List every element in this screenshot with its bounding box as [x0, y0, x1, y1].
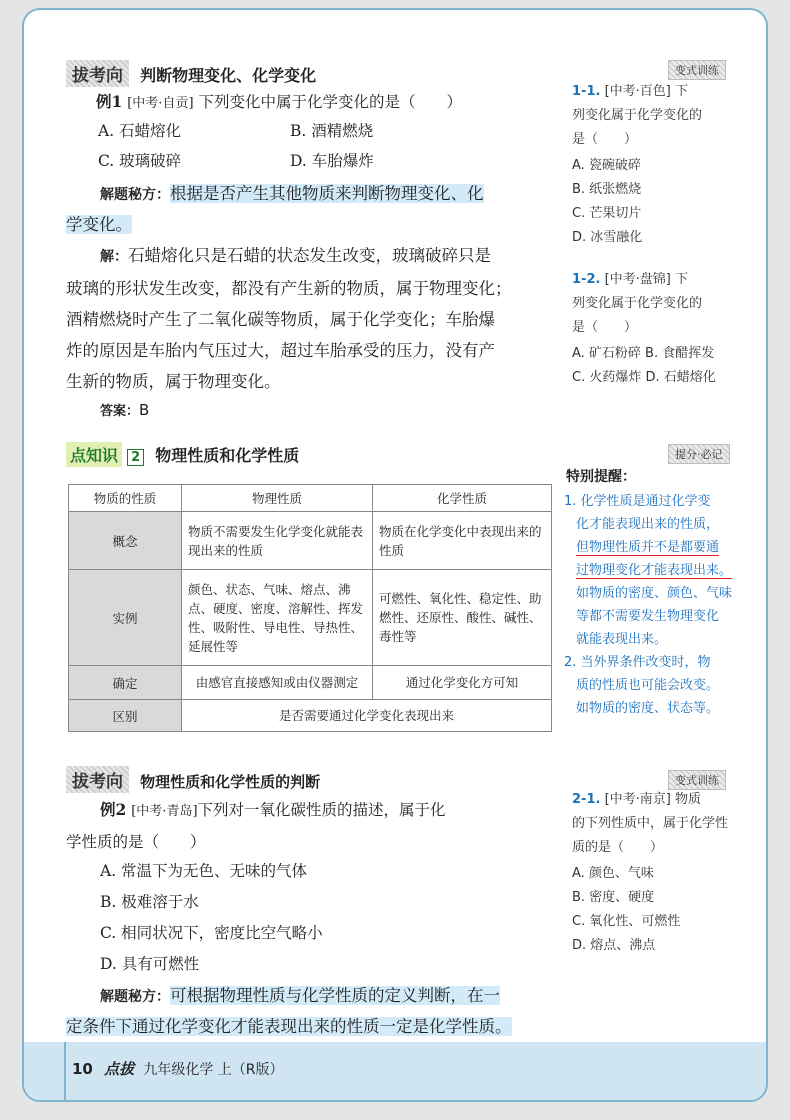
tip2-text-1: 可根据物理性质与化学性质的定义判断，在一 — [170, 986, 500, 1005]
drill2-tag: 变式训练 — [668, 770, 726, 790]
drill1-1-option: A. 瓷碗破碎 — [572, 158, 641, 173]
drill1-1 — [572, 80, 752, 250]
answer1-label: 答案： — [100, 404, 140, 419]
sol1-line-0: 石蜡熔化只是石蜡的状态发生改变，玻璃破碎只是 — [128, 246, 491, 265]
table-header: 物理性质 — [182, 485, 373, 512]
drill1-1-src: [中考·百色] — [604, 84, 671, 99]
drill1-1-option: C. 芒果切片 — [572, 206, 642, 221]
row-label-examples: 实例 — [69, 570, 182, 666]
example1-option-a: A. 石蜡熔化 — [98, 122, 182, 140]
drill2-1-option: D. 熔点、沸点 — [572, 938, 656, 953]
section2-title: 物理性质和化学性质 — [155, 446, 300, 465]
tip1-text-2: 学变化。 — [66, 215, 132, 234]
footer-divider — [64, 1042, 66, 1100]
drill1-2-option: A. 矿石粉碎 B. 食醋挥发 — [572, 346, 715, 361]
drill1-1-option: B. 纸张燃烧 — [572, 182, 642, 197]
example1-answer — [100, 400, 149, 419]
drill1-1-option: D. 冰雪融化 — [572, 230, 643, 245]
example1-option-b: B. 酒精燃烧 — [290, 122, 374, 140]
reminder-line: 如物质的密度、颜色、气味 — [576, 586, 733, 601]
section1-header — [66, 60, 316, 87]
reminder-line: 但物理性质并不是都要通 — [576, 540, 720, 555]
cell-difference: 是否需要通过化学变化表现出来 — [182, 700, 552, 732]
tip1-text-1: 根据是否产生其他物质来判断物理变化、化 — [170, 184, 484, 203]
reminder-line: 如物质的密度、状态等。 — [576, 701, 720, 716]
footer — [24, 1042, 766, 1100]
drill1-tag: 变式训练 — [668, 60, 726, 80]
tip2-text-2: 定条件下通过化学变化才能表现出来的性质一定是化学性质。 — [66, 1017, 512, 1036]
example2-tip-line2 — [66, 1011, 566, 1042]
example2-text-1: 下列对一氧化碳性质的描述，属于化 — [197, 801, 446, 819]
example1-option-d: D. 车胎爆炸 — [290, 152, 374, 170]
row-label-determine: 确定 — [69, 666, 182, 700]
sol1-label: 解： — [100, 249, 128, 265]
drill1-1-num: 1-1. — [572, 84, 601, 99]
sol1-line-1: 玻璃的形状发生改变，都没有产生新的物质，属于物理变化； — [66, 279, 512, 298]
table-header: 物质的性质 — [69, 485, 182, 512]
table-header: 化学性质 — [373, 485, 552, 512]
example1-solution — [66, 240, 566, 397]
footer-book-title: 九年级化学 上（R版） — [143, 1062, 284, 1078]
drill1-1-line: 下 — [675, 84, 689, 99]
drill1-2-line: 是（ ） — [572, 320, 638, 335]
drill1-2-num: 1-2. — [572, 272, 601, 287]
reminder-line: 过物理变化才能表现出来。 — [576, 563, 733, 578]
section3-header — [66, 766, 320, 793]
reminder-line: 化才能表现出来的性质， — [576, 517, 720, 532]
reminder-line: 等都不需要发生物理变化 — [576, 609, 720, 624]
reminder-notes — [564, 490, 760, 720]
example2-options — [100, 856, 323, 980]
drill1-2-line: 下 — [675, 272, 689, 287]
example1-num: 例1 — [96, 92, 123, 111]
cell-phys-concept: 物质不需要发生化学变化就能表现出来的性质 — [182, 512, 373, 570]
drill2-1-line: 的下列性质中，属于化学性 — [572, 816, 729, 831]
example1-option-c: C. 玻璃破碎 — [98, 152, 182, 170]
page-number: 10 — [72, 1060, 93, 1078]
example2-text-2: 学性质的是（ ） — [66, 833, 206, 851]
drill2-1-src: [中考·南京] — [604, 792, 671, 807]
footer-content — [72, 1058, 284, 1079]
drill2-1-option: A. 颜色、气味 — [572, 866, 654, 881]
reminder-line: 2. 当外界条件改变时，物 — [564, 655, 711, 670]
answer1-value: B — [139, 401, 150, 419]
section2-tag: 提分·必记 — [668, 444, 730, 464]
example1-source: [中考·自贡] — [127, 96, 194, 111]
section3-title: 物理性质和化学性质的判断 — [140, 773, 321, 791]
drill1-2-line: 列变化属于化学变化的 — [572, 296, 703, 311]
sol1-line-3: 炸的原因是车胎内气压过大，超过车胎承受的压力，没有产 — [66, 341, 495, 360]
example1-question — [96, 86, 462, 119]
section1-title: 判断物理变化、化学变化 — [140, 66, 317, 85]
drill2-1-option: C. 氧化性、可燃性 — [572, 914, 681, 929]
section3-brand: 拔考向 — [66, 766, 129, 793]
drill2-1-num: 2-1. — [572, 792, 601, 807]
example2-option-c: C. 相同状况下，密度比空气略小 — [100, 924, 323, 942]
example2-tip — [100, 980, 560, 1013]
example2-option-d: D. 具有可燃性 — [100, 955, 200, 973]
section2-header — [66, 442, 299, 467]
sol1-line-2: 酒精燃烧时产生了二氧化碳等物质，属于化学变化；车胎爆 — [66, 310, 495, 329]
drill1-2 — [572, 268, 756, 390]
drill2-1-line: 质的是（ ） — [572, 840, 664, 855]
reminder-title: 特别提醒： — [566, 469, 636, 485]
cell-chem-determine: 通过化学变化方可知 — [373, 666, 552, 700]
cell-phys-examples: 颜色、状态、气味、熔点、沸点、硬度、密度、溶解性、挥发性、吸附性、导电性、导热性、延展性等 — [182, 570, 373, 666]
example2-question — [66, 794, 566, 858]
drill1-2-option: C. 火药爆炸 D. 石蜡熔化 — [572, 370, 716, 385]
section2-num: 2 — [127, 449, 144, 466]
example2-source: [中考·青岛] — [131, 804, 198, 819]
cell-chem-examples: 可燃性、氧化性、稳定性、助燃性、还原性、酸性、碱性、毒性等 — [373, 570, 552, 666]
footer-brand: 点拔 — [104, 1060, 135, 1078]
example1-tip-line2 — [66, 209, 132, 240]
tip2-label: 解题秘方： — [100, 989, 170, 1005]
tip1-label: 解题秘方： — [100, 187, 170, 203]
properties-table — [68, 484, 552, 732]
row-label-difference: 区别 — [69, 700, 182, 732]
example2-option-a: A. 常温下为无色、无味的气体 — [100, 862, 308, 880]
example1-tip — [100, 178, 560, 211]
row-label-concept: 概念 — [69, 512, 182, 570]
reminder-line: 1. 化学性质是通过化学变 — [564, 494, 711, 509]
drill1-1-line: 是（ ） — [572, 132, 638, 147]
drill1-2-src: [中考·盘锦] — [604, 272, 671, 287]
reminder-line: 质的性质也可能会改变。 — [576, 678, 720, 693]
example2-option-b: B. 极难溶于水 — [100, 893, 199, 911]
example1-text: 下列变化中属于化学变化的是（ ） — [198, 93, 462, 111]
example2-num: 例2 — [100, 800, 127, 819]
drill2-1 — [572, 788, 756, 958]
cell-phys-determine: 由感官直接感知或由仪器测定 — [182, 666, 373, 700]
cell-chem-concept: 物质在化学变化中表现出来的性质 — [373, 512, 552, 570]
section2-brand: 点知识 — [66, 442, 122, 467]
sol1-line-4: 生新的物质，属于物理变化。 — [66, 372, 281, 391]
page — [22, 8, 768, 1102]
drill2-1-option: B. 密度、硬度 — [572, 890, 655, 905]
drill2-1-line: 物质 — [675, 792, 702, 807]
section1-brand: 拔考向 — [66, 60, 129, 87]
drill1-1-line: 列变化属于化学变化的 — [572, 108, 703, 123]
reminder-line: 就能表现出来。 — [576, 632, 668, 647]
